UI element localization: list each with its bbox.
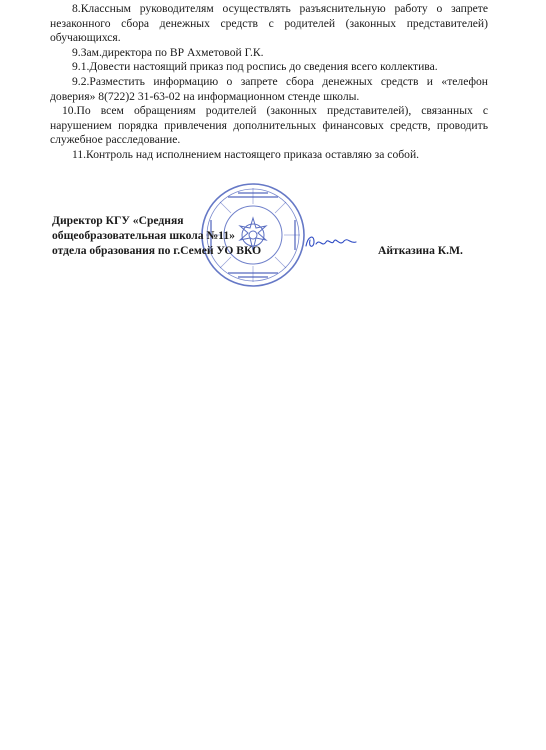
signatory-name: Айтказина К.М. <box>378 244 463 257</box>
signature-title-line-2: общеобразовательная школа №11» <box>52 229 235 242</box>
paragraph-9-2: 9.2.Разместить информацию о запрете сбора денежных средств и «телефон доверия» 8(722)2 31-63-02 на информационном стенде школы. <box>50 74 488 103</box>
paragraph-11: 11.Контроль над исполнением настоящего приказа оставляю за собой. <box>72 147 420 161</box>
paragraph-9-1: 9.1.Довести настоящий приказ под роспись до сведения всего коллектива. <box>72 60 438 74</box>
signature-title-line-1: Директор КГУ «Средняя <box>52 214 184 227</box>
paragraph-8: 8.Классным руководителям осуществлять разъяснительную работу о запрете незаконного сбора денежных средств с родителей (законных представителей) обучающихся. <box>50 2 488 45</box>
paragraph-9: 9.Зам.директора по ВР Ахметовой Г.К. <box>72 45 264 59</box>
order-body <box>50 2 488 163</box>
signature-block <box>52 213 492 258</box>
paragraph-10: 10.По всем обращениям родителей (законных представителей), связанных с нарушением порядка привлечения дополнительных финансовых средств, проводить служебное расследование. <box>50 104 488 147</box>
signature-title-line-3: отдела образования по г.Семей УО ВКО <box>52 244 262 257</box>
